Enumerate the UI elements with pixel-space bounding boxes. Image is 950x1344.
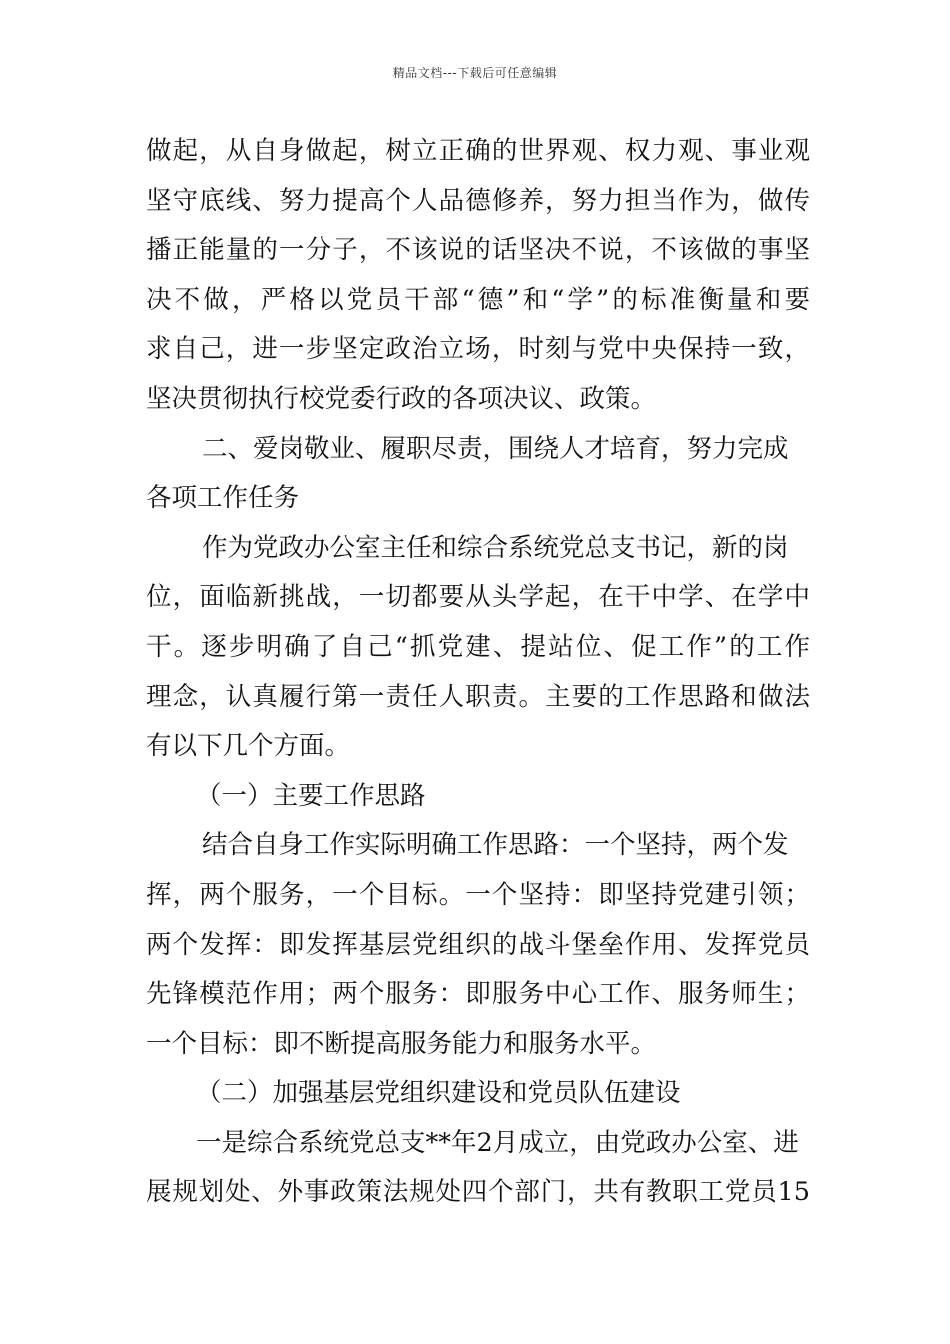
text-line-3: 播正能量的一分子，不该说的话坚决不说，不该做的事坚 xyxy=(146,235,810,266)
text-line-19: 一个目标：即不断提高服务能力和服务水平。 xyxy=(146,1028,657,1059)
text-line-15: 结合自身工作实际明确工作思路：一个坚持，两个发 xyxy=(202,830,789,861)
text-line-13: 有以下几个方面。 xyxy=(146,731,351,762)
text-line-6: 坚决贯彻执行校党委行政的各项决议、政策。 xyxy=(146,383,657,414)
text-line-1: 做起，从自身做起，树立正确的世界观、权力观、事业观 xyxy=(146,136,810,166)
text-line-16: 挥，两个服务，一个目标。一个坚持：即坚持党建引领； xyxy=(146,879,810,910)
text-line-9: 作为党政办公室主任和综合系统党总支书记，新的岗 xyxy=(202,532,789,563)
page-header: 精品文档---下载后可任意编辑 xyxy=(392,66,558,80)
subsection-heading-1: （一）主要工作思路 xyxy=(196,780,426,811)
text-line-22: 展规划处、外事政策法规处四个部门，共有教职工党员15 xyxy=(146,1177,810,1208)
section-heading-2: 二、爱岗敬业、履职尽责，围绕人才培育，努力完成 xyxy=(202,433,789,464)
text-line-12: 理念，认真履行第一责任人职责。主要的工作思路和做法 xyxy=(146,681,810,712)
text-line-5: 求自己，进一步坚定政治立场，时刻与党中央保持一致， xyxy=(146,334,810,365)
text-line-2: 坚守底线、努力提高个人品德修养，努力担当作为，做传 xyxy=(146,185,810,216)
text-line-10: 位，面临新挑战，一切都要从头学起，在干中学、在学中 xyxy=(146,582,810,613)
text-line-17: 两个发挥：即发挥基层党组织的战斗堡垒作用、发挥党员 xyxy=(146,929,810,960)
text-line-18: 先锋模范作用；两个服务：即服务中心工作、服务师生； xyxy=(146,979,810,1010)
subsection-heading-2: （二）加强基层党组织建设和党员队伍建设 xyxy=(196,1078,681,1109)
document-body xyxy=(146,127,810,1218)
section-heading-2-cont: 各项工作任务 xyxy=(146,483,300,514)
text-line-11: 干。逐步明确了自己“抓党建、提站位、促工作”的工作 xyxy=(146,631,810,662)
text-line-4: 决不做，严格以党员干部“德”和“学”的标准衡量和要 xyxy=(146,284,810,315)
text-line-21: 一是综合系统党总支**年2月成立，由党政办公室、进 xyxy=(196,1127,799,1158)
